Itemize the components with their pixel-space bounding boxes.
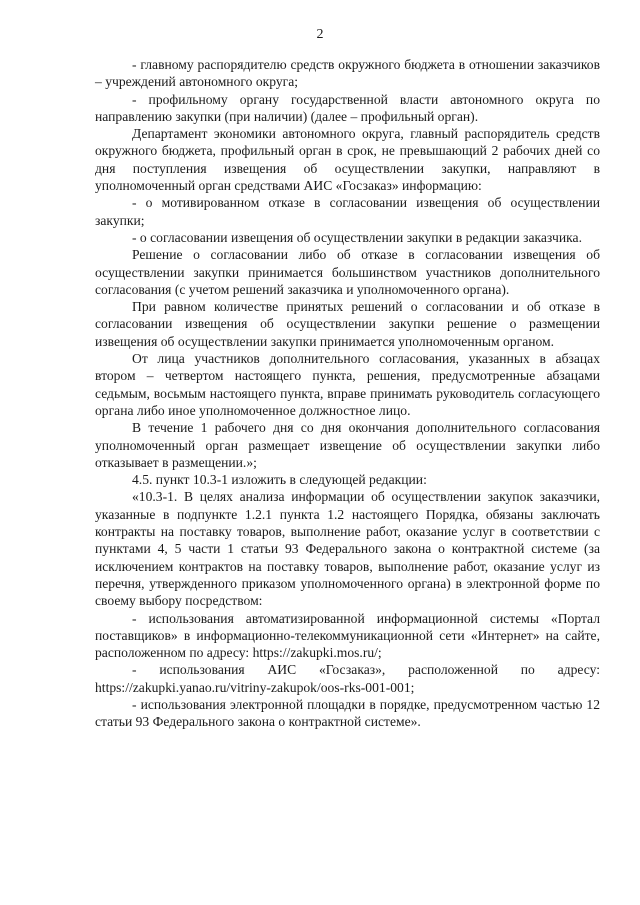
page-number: 2	[316, 27, 324, 42]
paragraph: При равном количестве принятых решений о согласовании и об отказе в согласовании извещения об осуществлении закупки решение о размещении извещения об осуществлении закупки принимается уполномоченным органом.	[95, 299, 600, 349]
paragraph: - главному распорядителю средств окружного бюджета в отношении заказчиков – учреждений автономного округа;	[95, 57, 600, 90]
paragraph: «10.3-1. В целях анализа информации об осуществлении закупок заказчики, указанные в подпункте 1.2.1 пункта 1.2 настоящего Порядка, обязаны заключать контракты на поставку товаров, выполнение работ, оказание услуг в соответствии с пунктами 4, 5 части 1 статьи 93 Федерального закона о контрактной системе (за исключением контрактов на поставку товаров, выполнение работ, оказание услуг из перечня, утвержденного приказом уполномоченного органа) в электронной форме по своему выбору посредством:	[95, 489, 600, 609]
paragraph: - о мотивированном отказе в согласовании извещения об осуществлении закупки;	[95, 195, 600, 228]
paragraph: 4.5. пункт 10.3-1 изложить в следующей редакции:	[132, 472, 427, 488]
paragraph: От лица участников дополнительного согласования, указанных в абзацах втором – четвертом настоящего пункта, решения, предусмотренные абзацами седьмым, восьмым настоящего пункта, вправе принимать руководитель согласующего органа либо иное уполномоченное должностное лицо.	[95, 351, 600, 418]
paragraph: В течение 1 рабочего дня со дня окончания дополнительного согласования уполномоченный орган размещает извещение об осуществлении закупки либо отказывает в размещении.»;	[95, 420, 600, 470]
paragraph: Решение о согласовании либо об отказе в согласовании извещения об осуществлении закупки принимается большинством участников дополнительного согласования (с учетом решений заказчика и уполномоченного органа).	[95, 247, 600, 297]
paragraph: Департамент экономики автономного округа, главный распорядитель средств окружного бюджета, профильный орган в срок, не превышающий 2 рабочих дней со дня поступления извещения об осуществлении закупки, направляют в уполномоченный орган средствами АИС «Госзаказ» информацию:	[95, 126, 600, 194]
paragraph: - использования АИС «Госзаказ», расположенной по адресу: https://zakupki.yanao.ru/vitriny-zakupok/oos-rks-001-001;	[95, 662, 600, 695]
paragraph: - профильному органу государственной власти автономного округа по направлению закупки (при наличии) (далее – профильный орган).	[95, 91, 600, 124]
paragraph: - использования электронной площадки в порядке, предусмотренном частью 12 статьи 93 Федерального закона о контрактной системе».	[95, 696, 600, 730]
document-body	[95, 56, 600, 731]
paragraph: - о согласовании извещения об осуществлении закупки в редакции заказчика.	[132, 229, 582, 245]
paragraph: - использования автоматизированной информационной системы «Портал поставщиков» в информационно-телекоммуникационной сети «Интернет» на сайте, расположенном по адресу: https://zakupki.mos.ru/;	[95, 610, 600, 661]
